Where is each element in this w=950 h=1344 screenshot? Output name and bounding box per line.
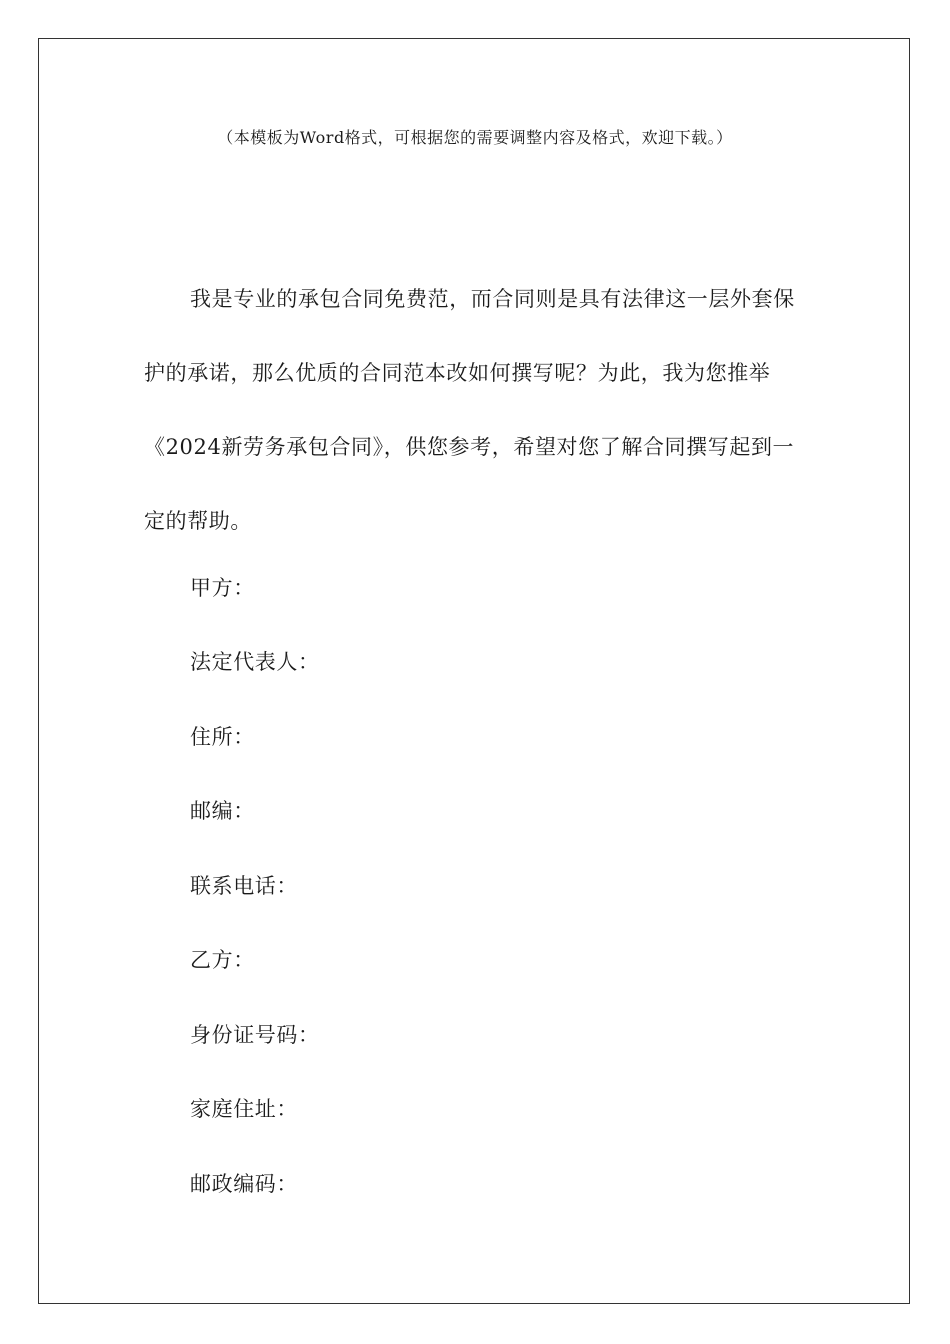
page-border	[38, 38, 910, 1304]
field-legal-representative: 法定代表人：	[190, 650, 320, 674]
template-notice: （本模板为Word格式，可根据您的需要调整内容及格式，欢迎下载。）	[217, 128, 733, 147]
field-postal-code: 邮政编码：	[190, 1172, 298, 1196]
intro-paragraph: 我是专业的承包合同免费范，而合同则是具有法律这一层外套保护的承诺，那么优质的合同范本改如何撰写呢？为此，我为您推举《2024新劳务承包合同》，供您参考，希望对您了解合同撰写起到一定的帮助。	[144, 287, 795, 533]
field-party-a: 甲方：	[190, 576, 255, 600]
field-postcode: 邮编：	[190, 799, 255, 823]
field-home-address: 家庭住址：	[190, 1097, 298, 1121]
field-party-b: 乙方：	[190, 948, 255, 972]
field-phone: 联系电话：	[190, 874, 298, 898]
field-id-number: 身份证号码：	[190, 1023, 320, 1047]
field-address: 住所：	[190, 725, 255, 749]
